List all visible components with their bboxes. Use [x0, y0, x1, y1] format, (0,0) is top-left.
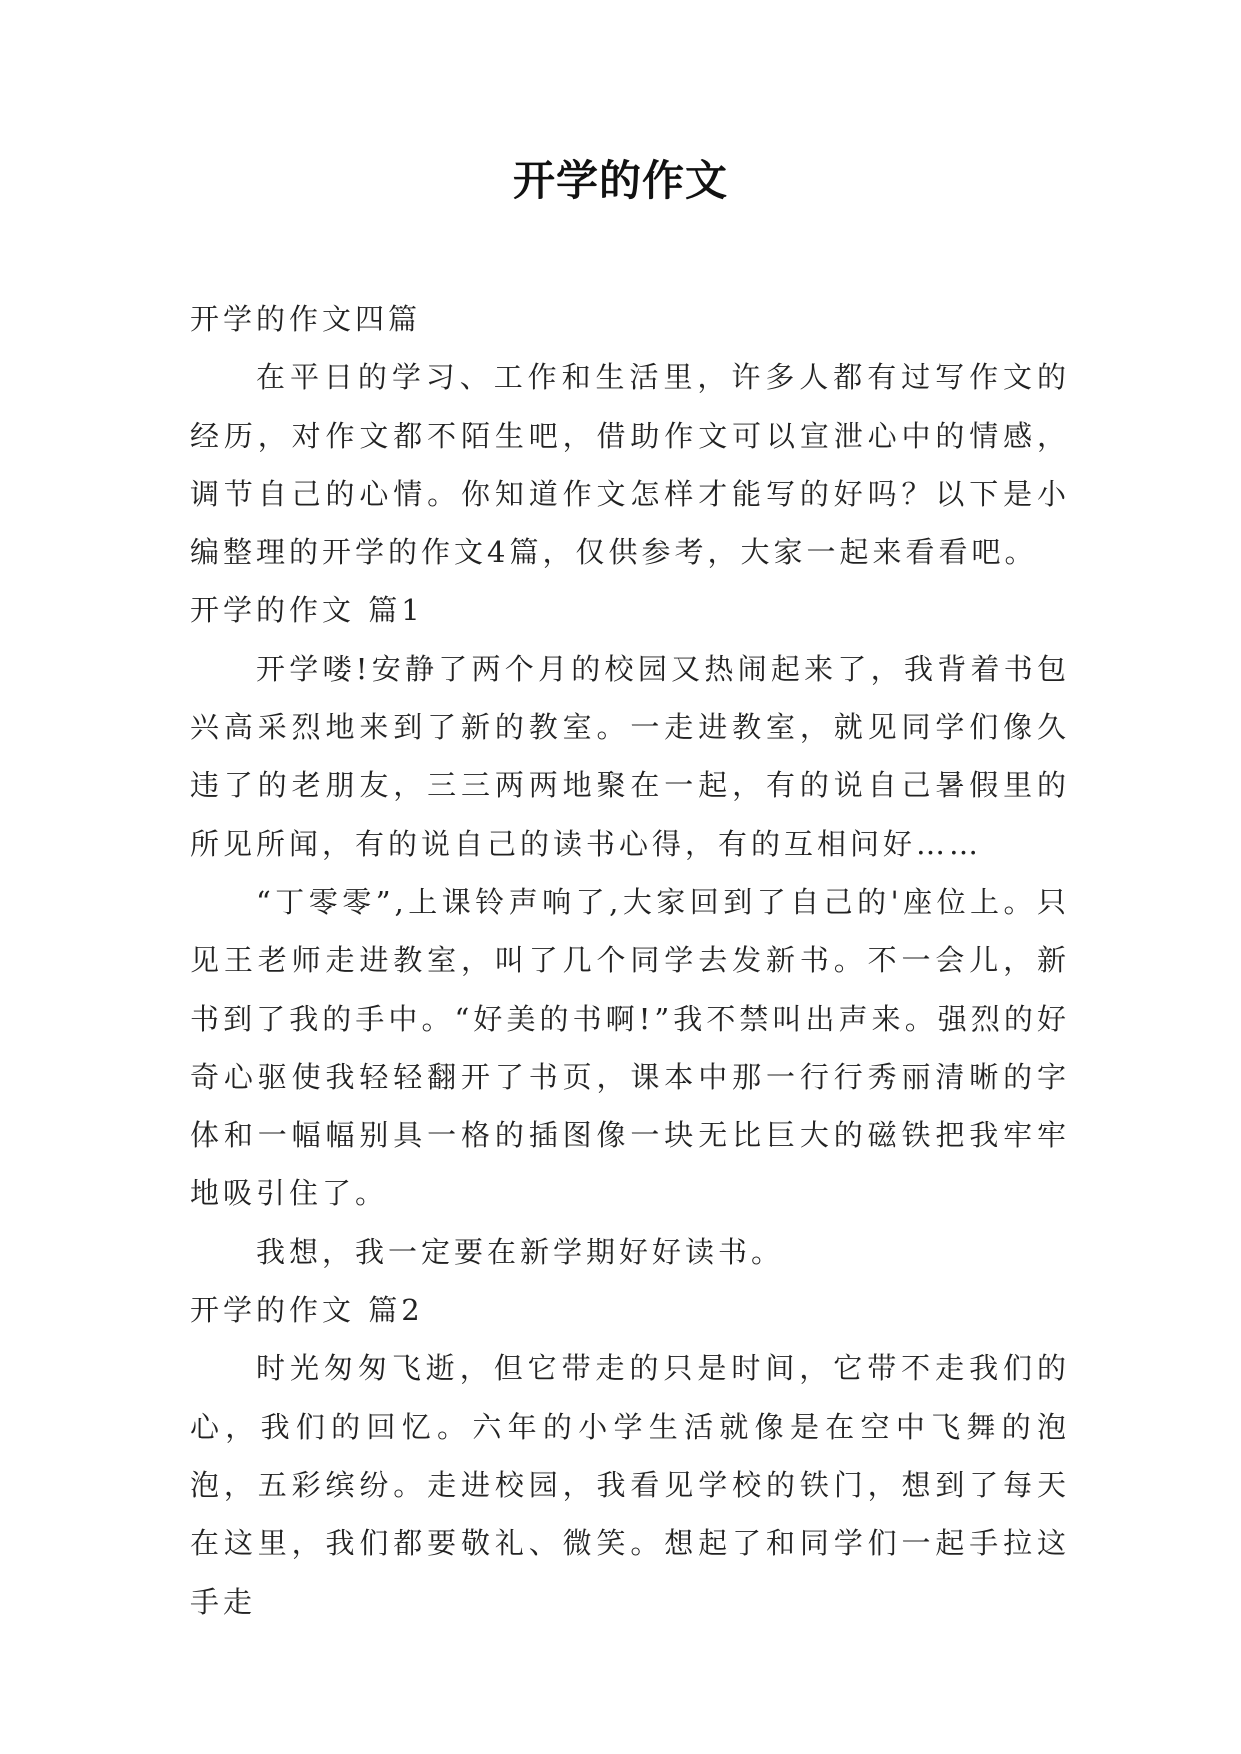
- document-body: [190, 290, 1070, 1631]
- collection-heading: 开学的作文四篇: [190, 302, 422, 336]
- essay-1-paragraph-2: “丁零零”,上课铃声响了,大家回到了自己的'座位上。只见王老师走进教室，叫了几个同学去发新书。不一会儿，新书到了我的手中。“好美的书啊!”我不禁叫出声来。强烈的好奇心驱使我轻轻翻开了书页，课本中那一行行秀丽清晰的字体和一幅幅别具一格的插图像一块无比巨大的磁铁把我牢牢地吸引住了。: [190, 884, 1070, 1211]
- essay-1-heading: 开学的作文 篇1: [190, 593, 424, 628]
- intro-paragraph: 在平日的学习、工作和生活里，许多人都有过写作文的经历，对作文都不陌生吧，借助作文可以宣泄心中的情感，调节自己的心情。你知道作文怎样才能写的好吗？以下是小编整理的开学的作文4篇，仅供参考，大家一起来看看吧。: [190, 360, 1070, 570]
- essay-1-paragraph-3: 我想，我一定要在新学期好好读书。: [256, 1234, 785, 1269]
- essay-2-paragraph-1: 时光匆匆飞逝，但它带走的只是时间，它带不走我们的心，我们的回忆。六年的小学生活就像是在空中飞舞的泡泡，五彩缤纷。走进校园，我看见学校的铁门，想到了每天在这里，我们都要敬礼、微笑。想起了和同学们一起手拉这手走: [190, 1351, 1070, 1619]
- document-title: 开学的作文: [512, 156, 728, 205]
- essay-2-heading: 开学的作文 篇2: [190, 1293, 424, 1328]
- essay-1-paragraph-1: 开学喽!安静了两个月的校园又热闹起来了，我背着书包兴高采烈地来到了新的教室。一走进教室，就见同学们像久违了的老朋友，三三两两地聚在一起，有的说自己暑假里的所见所闻，有的说自己的读书心得，有的互相问好……: [190, 651, 1070, 861]
